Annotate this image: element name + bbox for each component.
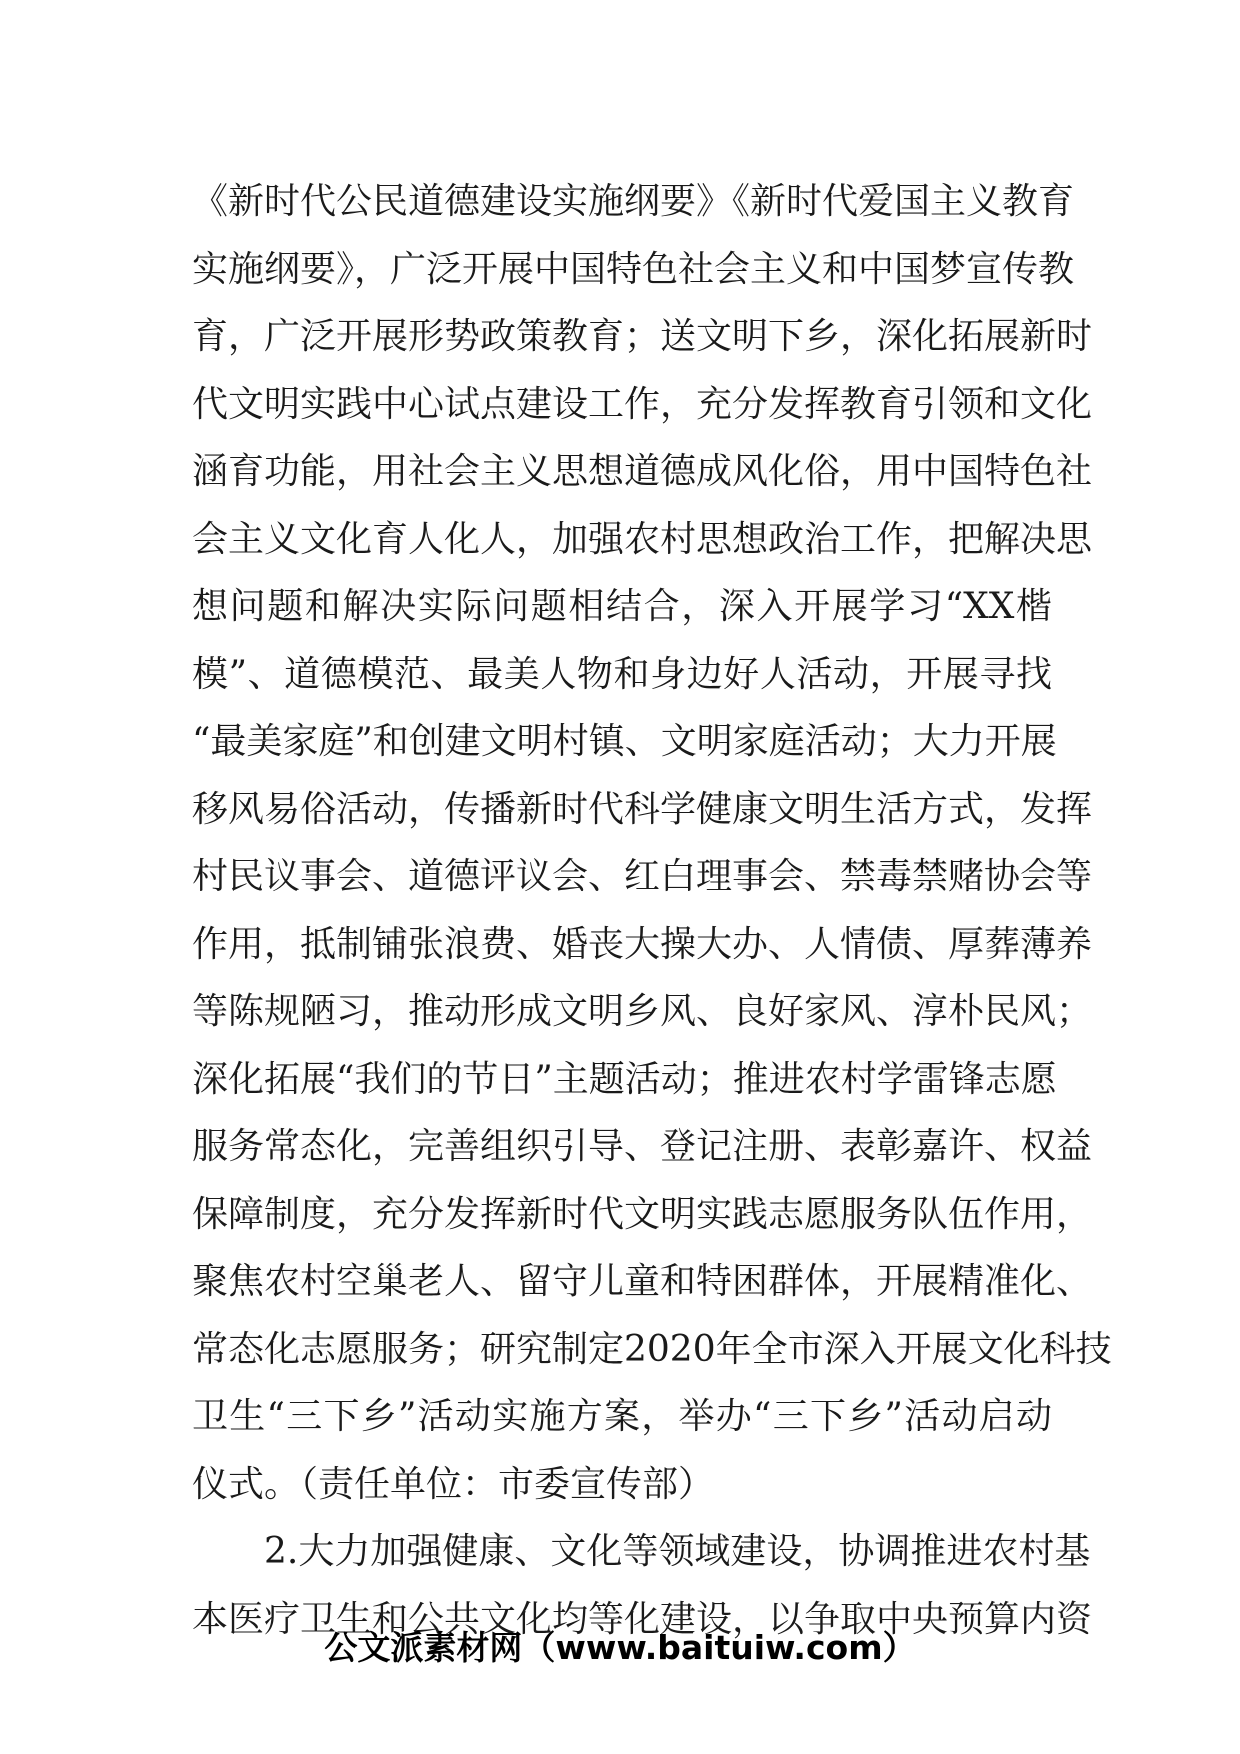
text-line: 卫生“三下乡”活动实施方案，举办“三下乡”活动启动 <box>192 1396 1052 1437</box>
text-line: 等陈规陋习，推动形成文明乡风、良好家风、淳朴民风； <box>192 991 1093 1032</box>
text-line: 深化拓展“我们的节日”主题活动；推进农村学雷锋志愿 <box>192 1058 1057 1100</box>
text-line: 模”、道德模范、最美人物和身边好人活动，开展寻找 <box>192 653 1052 695</box>
text-line: 《新时代公民道德建设实施纲要》《新时代爱国主义教育 <box>192 181 1075 222</box>
text-line: 涵育功能，用社会主义思想道德成风化俗，用中国特色社 <box>192 451 1093 492</box>
body-text <box>192 168 1112 1653</box>
text-line: 作用，抵制铺张浪费、婚丧大操大办、人情债、厚葬薄养 <box>192 923 1093 965</box>
text-line: 常态化志愿服务；研究制定2020年全市深入开展文化科技 <box>192 1328 1112 1370</box>
text-line: “最美家庭”和创建文明村镇、文明家庭活动；大力开展 <box>192 721 1057 762</box>
text-line: 实施纲要》，广泛开展中国特色社会主义和中国梦宣传教 <box>192 248 1075 290</box>
text-line: 会主义文化育人化人，加强农村思想政治工作，把解决思 <box>192 518 1093 560</box>
paragraph-start-line: 2.大力加强健康、文化等领域建设，协调推进农村基 <box>264 1531 1091 1572</box>
text-line: 育，广泛开展形势政策教育；送文明下乡，深化拓展新时 <box>192 316 1093 357</box>
text-line: 服务常态化，完善组织引导、登记注册、表彰嘉许、权益 <box>192 1126 1093 1167</box>
text-line: 保障制度，充分发挥新时代文明实践志愿服务队伍作用， <box>192 1193 1093 1235</box>
footer-watermark: 公文派素材网（www.baituiw.com） <box>324 1628 916 1667</box>
text-line: 聚焦农村空巢老人、留守儿童和特困群体，开展精准化、 <box>192 1261 1093 1302</box>
text-line: 移风易俗活动，传播新时代科学健康文明生活方式，发挥 <box>192 788 1093 830</box>
text-line: 代文明实践中心试点建设工作，充分发挥教育引领和文化 <box>192 383 1093 425</box>
text-line: 想问题和解决实际问题相结合，深入开展学习“XX楷 <box>192 586 1052 627</box>
paragraph-end-line: 仪式。（责任单位：市委宣传部） <box>192 1463 715 1505</box>
text-line: 本医疗卫生和公共文化均等化建设，以争取中央预算内资 <box>192 1598 1093 1640</box>
text-line: 村民议事会、道德评议会、红白理事会、禁毒禁赌协会等 <box>192 856 1093 897</box>
